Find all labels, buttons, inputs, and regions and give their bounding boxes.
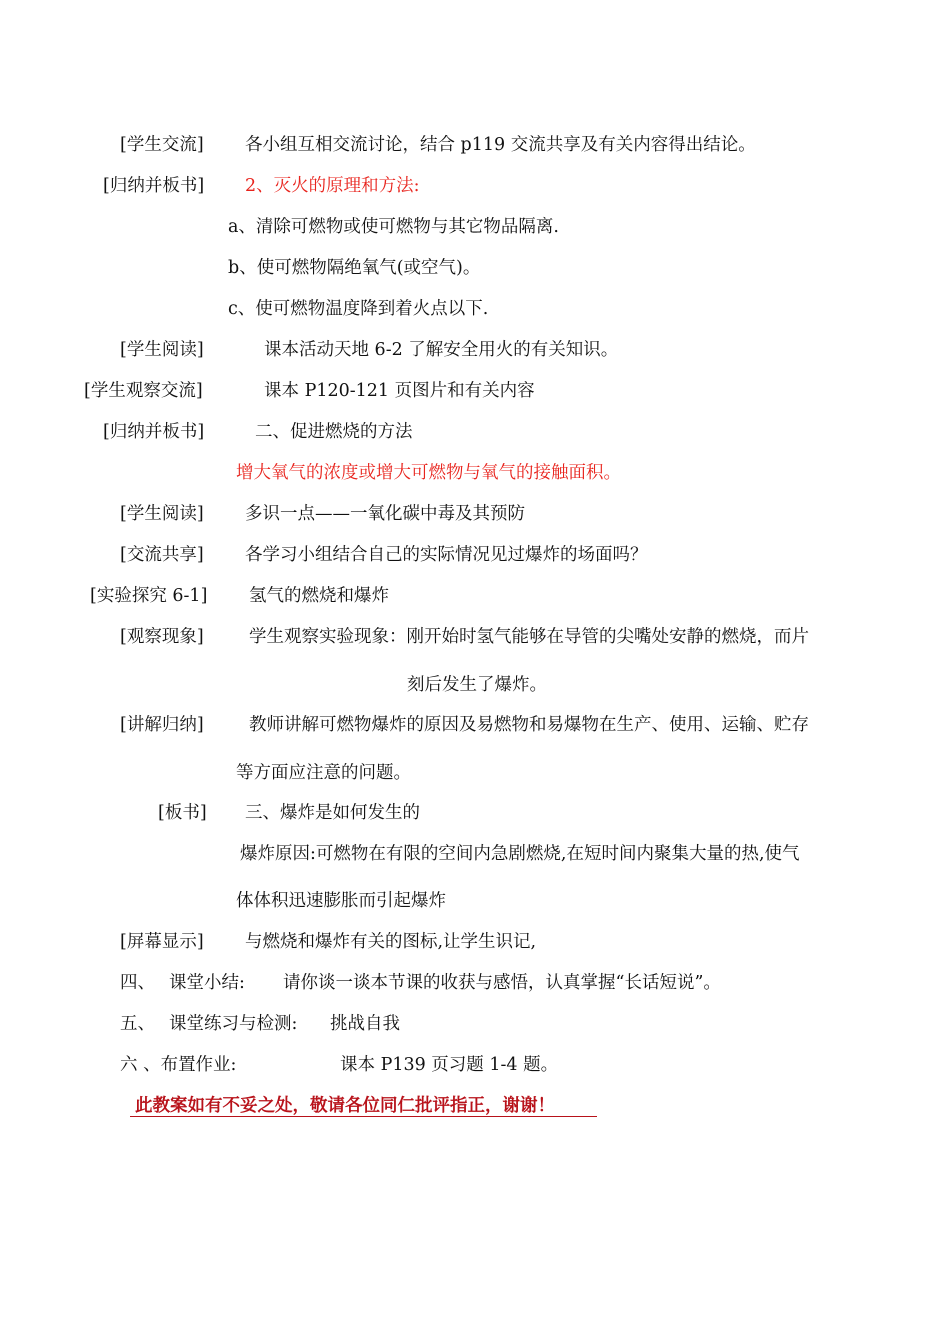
tag-explain: [讲解归纳]	[120, 715, 204, 735]
line-text: 与燃烧和爆炸有关的图标,让学生识记,	[245, 932, 537, 952]
line-continuation: 刻后发生了爆炸。	[407, 675, 547, 695]
line-text: 请你谈一谈本节课的收获与感悟，认真掌握“长话短说”。	[283, 973, 721, 993]
section-label: 六 、布置作业:	[120, 1055, 237, 1075]
tag-experiment: [实验探究 6-1]	[90, 586, 208, 606]
tag-summarize-board: [归纳并板书]	[103, 422, 205, 442]
line-text: 氢气的燃烧和爆炸	[249, 586, 389, 606]
line-text: 多识一点——一氧化碳中毒及其预防	[245, 504, 525, 524]
line-text: 课本 P120-121 页图片和有关内容	[264, 381, 535, 401]
tag-share: [交流共享]	[120, 545, 204, 565]
tag-screen-display: [屏幕显示]	[120, 932, 204, 952]
line-text: 课本活动天地 6-2 了解安全用火的有关知识。	[264, 340, 619, 360]
tag-board: [板书]	[158, 803, 207, 823]
line-text: 各小组互相交流讨论，结合 p119 交流共享及有关内容得出结论。	[245, 135, 756, 155]
tag-student-reading: [学生阅读]	[120, 340, 204, 360]
tag-summarize-board: [归纳并板书]	[103, 176, 205, 196]
section-label: 课堂小结:	[169, 973, 245, 993]
line-continuation: 等方面应注意的问题。	[236, 763, 411, 783]
footer-underline	[130, 1116, 597, 1117]
heading-explosion: 三、爆炸是如何发生的	[245, 803, 420, 823]
line-text: 挑战自我	[330, 1014, 400, 1034]
footer-note: 此教案如有不妥之处，敬请各位同仁批评指正，谢谢！	[135, 1096, 555, 1116]
red-statement: 增大氧气的浓度或增大可燃物与氧气的接触面积。	[236, 463, 621, 483]
line-text: 各学习小组结合自己的实际情况见过爆炸的场面吗？	[245, 545, 648, 565]
section-label: 课堂练习与检测:	[169, 1014, 298, 1034]
heading-extinguish-methods: 2、灭火的原理和方法:	[245, 176, 420, 196]
section-number: 五、	[120, 1014, 155, 1034]
tag-student-reading: [学生阅读]	[120, 504, 204, 524]
list-item-b: b、使可燃物隔绝氧气(或空气)。	[228, 258, 481, 278]
line-text: 课本 P139 页习题 1-4 题。	[340, 1055, 559, 1075]
line-continuation: 体体积迅速膨胀而引起爆炸	[236, 891, 446, 911]
heading-promote-combustion: 二、促进燃烧的方法	[255, 422, 413, 442]
tag-observe: [观察现象]	[120, 627, 204, 647]
line-text: 爆炸原因:可燃物在有限的空间内急剧燃烧,在短时间内聚集大量的热,使气	[240, 844, 800, 864]
tag-student-observe-discuss: [学生观察交流]	[84, 381, 203, 401]
line-text: 学生观察实验现象：刚开始时氢气能够在导管的尖嘴处安静的燃烧，而片	[249, 627, 809, 647]
list-item-c: c、使可燃物温度降到着火点以下.	[228, 299, 489, 319]
list-item-a: a、清除可燃物或使可燃物与其它物品隔离.	[228, 217, 559, 237]
line-text: 教师讲解可燃物爆炸的原因及易燃物和易爆物在生产、使用、运输、贮存	[249, 715, 809, 735]
tag-student-discussion: [学生交流]	[120, 135, 204, 155]
section-number: 四、	[120, 973, 155, 993]
